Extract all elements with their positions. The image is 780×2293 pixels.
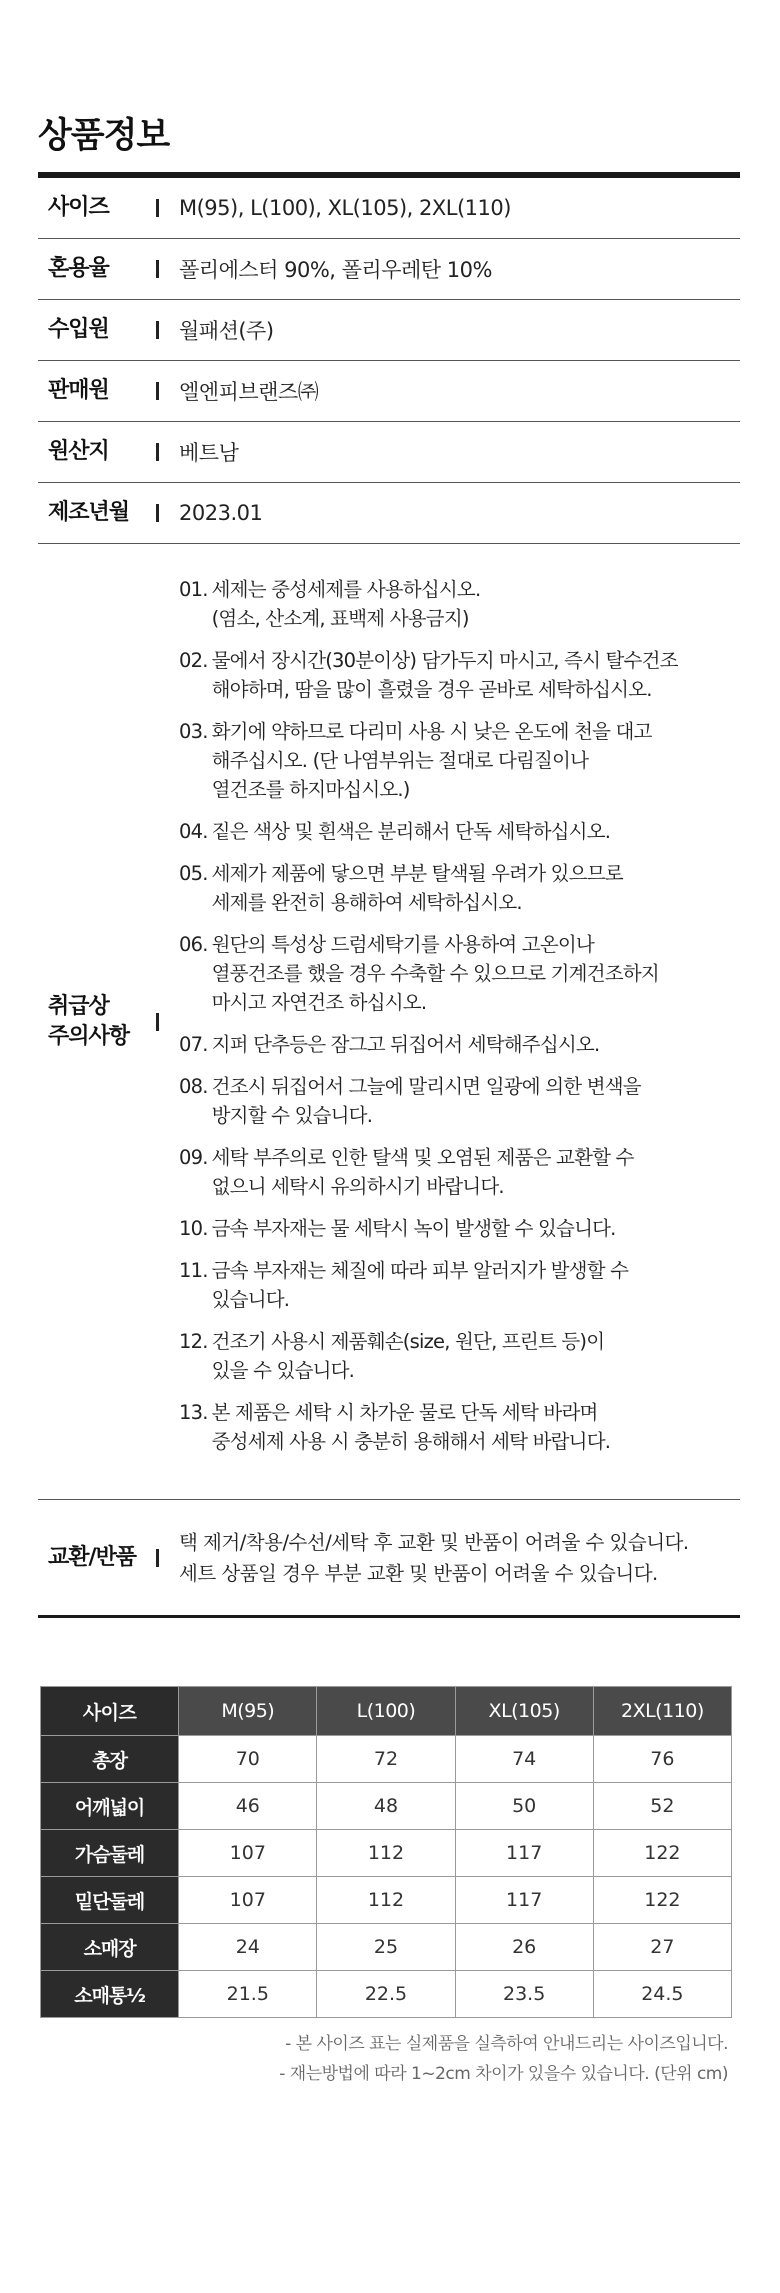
info-row-material	[38, 239, 740, 300]
note-line: - 재는방법에 따라 1~2cm 차이가 있을수 있습니다. (단위 cm)	[279, 2064, 728, 2084]
divider	[156, 260, 159, 278]
size-column-header: L(100)	[317, 1687, 455, 1736]
info-value: 베트남	[179, 441, 239, 465]
care-item	[179, 1072, 740, 1130]
measurement-value: 23.5	[455, 1971, 593, 2018]
measurement-value: 22.5	[317, 1971, 455, 2018]
care-item-number: 04.	[179, 819, 208, 843]
measurement-label: 소매통½	[41, 1971, 179, 2018]
measurement-value: 112	[317, 1877, 455, 1924]
measurement-value: 107	[179, 1877, 317, 1924]
measurement-label: 총장	[41, 1736, 179, 1783]
care-item-text: 본 제품은 세탁 시 차가운 물로 단독 세탁 바라며 중성세제 사용 시 충분히 용해해서 세탁 바랍니다.	[211, 1400, 611, 1453]
care-item-text: 물에서 장시간(30분이상) 담가두지 마시고, 즉시 탈수건조 해야하며, 땀을 많이 흘렸을 경우 곧바로 세탁하십시오.	[211, 648, 678, 701]
product-info-table	[38, 172, 740, 1618]
info-label: 제조년월	[48, 500, 130, 525]
measurement-value: 50	[455, 1783, 593, 1830]
care-item-number: 12.	[179, 1329, 208, 1353]
table-row	[41, 1971, 732, 2018]
care-item-text: 세탁 부주의로 인한 탈색 및 오염된 제품은 교환할 수 없으니 세탁시 유의하시기 바랍니다.	[211, 1145, 634, 1198]
care-item-text: 세제가 제품에 닿으면 부분 탈색될 우려가 있으므로 세제를 완전히 용해하여 세탁하십시오.	[211, 861, 623, 914]
measurement-value: 27	[593, 1924, 731, 1971]
divider	[156, 1549, 159, 1567]
info-label: 원산지	[48, 439, 109, 464]
table-row	[41, 1736, 732, 1783]
measurement-value: 26	[455, 1924, 593, 1971]
care-item-text: 금속 부자재는 체질에 따라 피부 알러지가 발생할 수 있습니다.	[211, 1258, 629, 1311]
care-item	[179, 575, 740, 633]
measurement-value: 25	[317, 1924, 455, 1971]
size-table	[40, 1686, 732, 2018]
measurement-value: 72	[317, 1736, 455, 1783]
measurement-value: 117	[455, 1830, 593, 1877]
divider	[156, 321, 159, 339]
care-instructions	[179, 575, 740, 1469]
note-line: - 본 사이즈 표는 실제품을 실측하여 안내드리는 사이즈입니다.	[285, 2034, 728, 2054]
care-item-number: 05.	[179, 861, 208, 885]
info-label: 사이즈	[48, 195, 109, 220]
info-row-seller	[38, 361, 740, 422]
care-item-number: 02.	[179, 648, 208, 672]
info-value: 2023.01	[179, 501, 263, 525]
info-row-origin	[38, 422, 740, 483]
info-label: 취급상 주의사항	[48, 993, 130, 1049]
measurement-value: 76	[593, 1736, 731, 1783]
care-item-number: 07.	[179, 1032, 208, 1056]
care-item-number: 03.	[179, 719, 208, 743]
measurement-label: 소매장	[41, 1924, 179, 1971]
care-item-text: 화기에 약하므로 다리미 사용 시 낮은 온도에 천을 대고 해주십시오. (단 나염부위는 절대로 다림질이나 열건조를 하지마십시오.)	[211, 719, 652, 801]
info-row-exchange	[38, 1500, 740, 1618]
divider	[156, 443, 159, 461]
measurement-value: 107	[179, 1830, 317, 1877]
care-item-number: 11.	[179, 1258, 208, 1282]
care-item-text: 지퍼 단추등은 잠그고 뒤집어서 세탁해주십시오.	[211, 1032, 600, 1056]
info-label: 교환/반품	[48, 1544, 137, 1570]
size-table-header	[41, 1687, 732, 1736]
care-item	[179, 817, 740, 846]
care-item	[179, 930, 740, 1017]
table-row	[41, 1924, 732, 1971]
info-value: 폴리에스터 90%, 폴리우레탄 10%	[179, 258, 492, 282]
care-item-text: 세제는 중성세제를 사용하십시오. (염소, 산소계, 표백제 사용금지)	[211, 577, 481, 630]
info-value: 택 제거/착용/수선/세탁 후 교환 및 반품이 어려울 수 있습니다. 세트 상품일 경우 부분 교환 및 반품이 어려울 수 있습니다.	[179, 1530, 689, 1585]
info-label: 수입원	[48, 317, 109, 342]
care-item-number: 08.	[179, 1074, 208, 1098]
care-item	[179, 1327, 740, 1385]
divider	[156, 382, 159, 400]
info-row-importer	[38, 300, 740, 361]
info-row-manufacture-date	[38, 483, 740, 544]
measurement-label: 밑단둘레	[41, 1877, 179, 1924]
care-item-text: 짙은 색상 및 흰색은 분리해서 단독 세탁하십시오.	[211, 819, 611, 843]
measurement-value: 74	[455, 1736, 593, 1783]
care-item-number: 06.	[179, 932, 208, 956]
info-value: 월패션(주)	[179, 319, 274, 343]
care-item-number: 01.	[179, 577, 208, 601]
measurement-value: 70	[179, 1736, 317, 1783]
measurement-label: 가슴둘레	[41, 1830, 179, 1877]
care-item	[179, 1030, 740, 1059]
size-column-header: XL(105)	[455, 1687, 593, 1736]
care-item	[179, 1214, 740, 1243]
care-item	[179, 1398, 740, 1456]
info-label: 판매원	[48, 378, 109, 403]
measurement-value: 24.5	[593, 1971, 731, 2018]
table-row	[41, 1830, 732, 1877]
info-row-care	[38, 544, 740, 1500]
care-item	[179, 717, 740, 804]
size-column-header: M(95)	[179, 1687, 317, 1736]
info-row-size	[38, 178, 740, 239]
divider	[156, 504, 159, 522]
size-column-header: 2XL(110)	[593, 1687, 731, 1736]
care-item	[179, 1256, 740, 1314]
table-row	[41, 1877, 732, 1924]
care-item-number: 10.	[179, 1216, 208, 1240]
measurement-value: 117	[455, 1877, 593, 1924]
divider	[156, 199, 159, 217]
care-item-text: 금속 부자재는 물 세탁시 녹이 발생할 수 있습니다.	[211, 1216, 616, 1240]
table-row	[41, 1783, 732, 1830]
measurement-value: 21.5	[179, 1971, 317, 2018]
size-table-corner: 사이즈	[41, 1687, 179, 1736]
measurement-value: 122	[593, 1830, 731, 1877]
info-value: M(95), L(100), XL(105), 2XL(110)	[179, 196, 511, 220]
info-value: 엘엔피브랜즈㈜	[179, 380, 319, 404]
size-table-body	[41, 1736, 732, 2018]
care-item-text: 건조기 사용시 제품훼손(size, 원단, 프린트 등)이 있을 수 있습니다.	[211, 1329, 605, 1382]
measurement-label: 어깨넓이	[41, 1783, 179, 1830]
info-label: 혼용율	[48, 256, 109, 281]
measurement-value: 112	[317, 1830, 455, 1877]
care-list	[179, 575, 740, 1456]
size-notes	[279, 2029, 728, 2089]
care-item-number: 09.	[179, 1145, 208, 1169]
care-item	[179, 1143, 740, 1201]
divider	[156, 1013, 159, 1031]
care-item-text: 건조시 뒤집어서 그늘에 말리시면 일광에 의한 변색을 방지할 수 있습니다.	[211, 1074, 641, 1127]
measurement-value: 24	[179, 1924, 317, 1971]
care-item-number: 13.	[179, 1400, 208, 1424]
measurement-value: 46	[179, 1783, 317, 1830]
measurement-value: 122	[593, 1877, 731, 1924]
measurement-value: 48	[317, 1783, 455, 1830]
measurement-value: 52	[593, 1783, 731, 1830]
page-title: 상품정보	[38, 116, 170, 156]
care-item	[179, 859, 740, 917]
care-item	[179, 646, 740, 704]
care-item-text: 원단의 특성상 드럼세탁기를 사용하여 고온이나 열풍건조를 했을 경우 수축할 수 있으므로 기계건조하지 마시고 자연건조 하십시오.	[211, 932, 659, 1014]
